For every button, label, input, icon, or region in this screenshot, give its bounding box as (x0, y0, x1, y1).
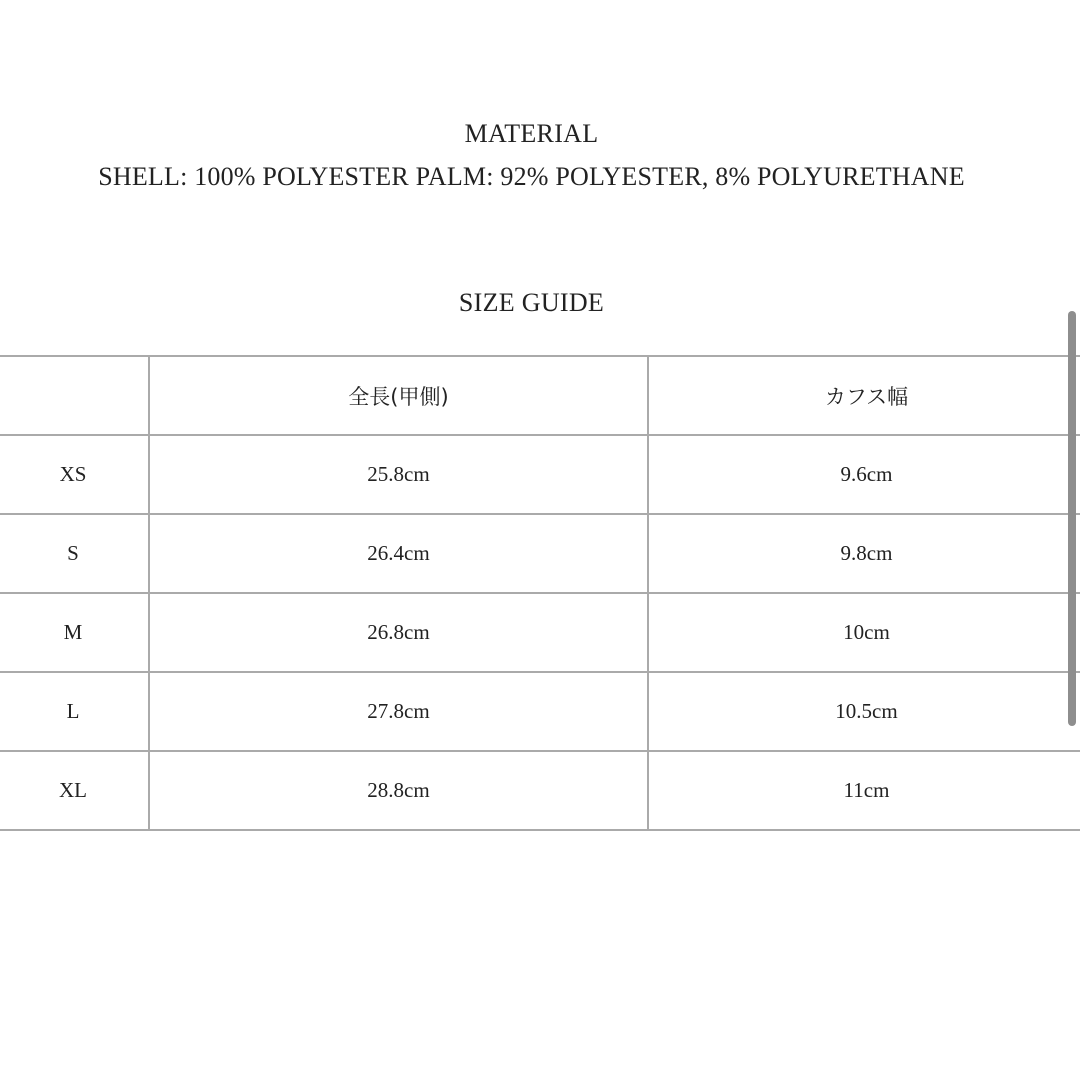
size-guide-table (0, 355, 1080, 831)
size-cell: L (0, 672, 149, 751)
cuff-cell: 10cm (648, 593, 1080, 672)
length-cell: 27.8cm (149, 672, 648, 751)
table-row (0, 435, 1080, 514)
cuff-cell: 10.5cm (648, 672, 1080, 751)
cuff-cell: 11cm (648, 751, 1080, 830)
table-row (0, 593, 1080, 672)
header-size (0, 356, 149, 435)
table-row (0, 514, 1080, 593)
table-header-row (0, 356, 1080, 435)
length-cell: 28.8cm (149, 751, 648, 830)
size-cell: XS (0, 435, 149, 514)
header-length: 全長(甲側) (149, 356, 648, 435)
material-heading: MATERIAL (464, 119, 599, 148)
table-row (0, 672, 1080, 751)
length-cell: 26.4cm (149, 514, 648, 593)
size-cell: M (0, 593, 149, 672)
length-cell: 25.8cm (149, 435, 648, 514)
size-cell: XL (0, 751, 149, 830)
size-cell: S (0, 514, 149, 593)
cuff-cell: 9.8cm (648, 514, 1080, 593)
material-text: SHELL: 100% POLYESTER PALM: 92% POLYESTER, 8% POLYURETHANE (98, 162, 965, 191)
header-cuff-width: カフス幅 (648, 356, 1080, 435)
vertical-scrollbar[interactable] (1068, 311, 1076, 726)
length-cell: 26.8cm (149, 593, 648, 672)
size-guide-heading: SIZE GUIDE (458, 288, 605, 317)
table-row (0, 751, 1080, 830)
cuff-cell: 9.6cm (648, 435, 1080, 514)
